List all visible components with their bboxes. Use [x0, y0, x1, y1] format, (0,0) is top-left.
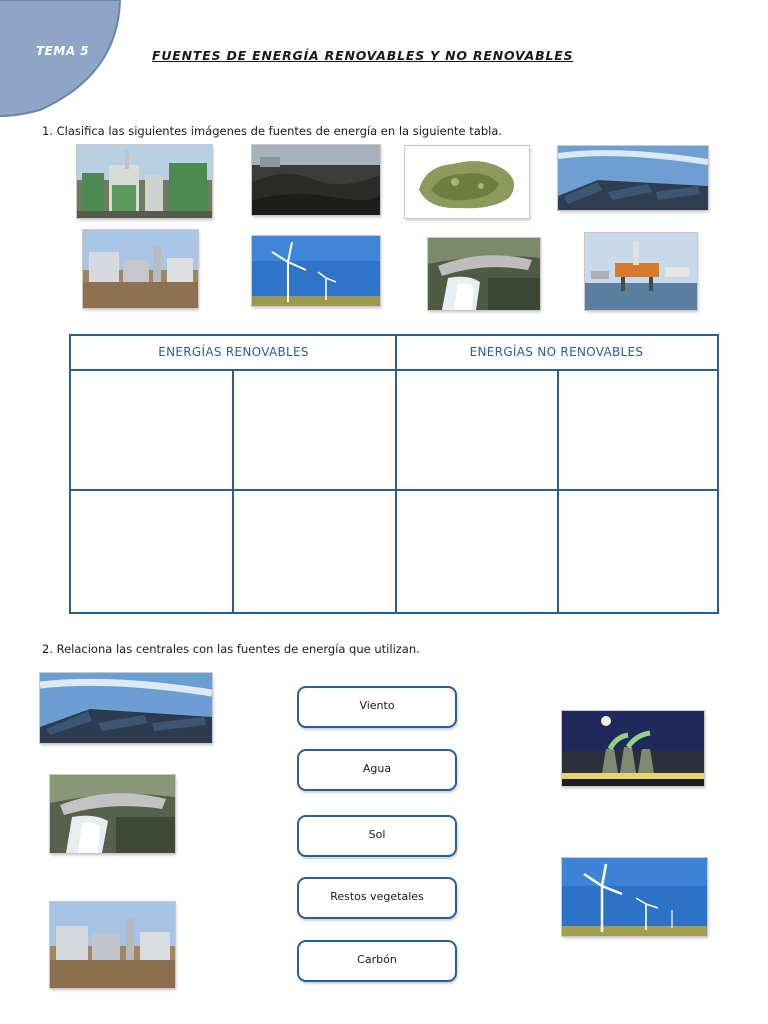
header-nonrenewable: ENERGÍAS NO RENOVABLES	[469, 345, 644, 359]
table-cell-renewable-3[interactable]	[71, 491, 232, 612]
match-photo-nuclear-plant[interactable]	[50, 902, 175, 988]
table-cell-nonrenewable-3[interactable]	[397, 491, 557, 612]
photo-coal-rock	[405, 146, 529, 218]
photo-oil-platform	[585, 233, 697, 310]
photo-coal-pile	[252, 145, 380, 215]
exercise-1-instruction: 1. Clasifica las siguientes imágenes de fuentes de energía en la siguiente tabla.	[42, 124, 503, 138]
table-cell-renewable-2[interactable]	[234, 371, 395, 489]
photo-biomass-plant	[77, 145, 212, 218]
table-cell-nonrenewable-1[interactable]	[397, 371, 557, 489]
photo-solar-panels	[558, 146, 708, 210]
word-box-viento[interactable]: Viento	[297, 686, 457, 728]
header-renewable: ENERGÍAS RENOVABLES	[158, 345, 309, 359]
table-cell-renewable-4[interactable]	[234, 491, 395, 612]
table-cell-renewable-1[interactable]	[71, 371, 232, 489]
word-box-agua[interactable]: Agua	[297, 749, 457, 791]
match-photo-thermal-plant-night[interactable]	[562, 711, 704, 786]
exercise-2-instruction: 2. Relaciona las centrales con las fuentes de energía que utilizan.	[42, 642, 420, 656]
page-title: FUENTES DE ENERGÍA RENOVABLES Y NO RENOVABLES	[152, 48, 574, 63]
word-box-carbon[interactable]: Carbón	[297, 940, 457, 982]
match-photo-solar-panels[interactable]	[40, 673, 212, 743]
photo-nuclear-plant	[83, 230, 198, 308]
match-photo-wind-turbines[interactable]	[562, 858, 707, 936]
photo-hydro-dam	[428, 238, 540, 310]
table-cell-nonrenewable-2[interactable]	[559, 371, 717, 489]
classification-table	[69, 334, 719, 614]
word-box-sol[interactable]: Sol	[297, 815, 457, 857]
tema-label: TEMA 5	[36, 44, 90, 58]
tema-tab	[0, 0, 130, 118]
match-photo-hydro-dam[interactable]	[50, 775, 175, 853]
table-cell-nonrenewable-4[interactable]	[559, 491, 717, 612]
photo-wind-turbines	[252, 236, 380, 306]
word-box-restos-vegetales[interactable]: Restos vegetales	[297, 877, 457, 919]
